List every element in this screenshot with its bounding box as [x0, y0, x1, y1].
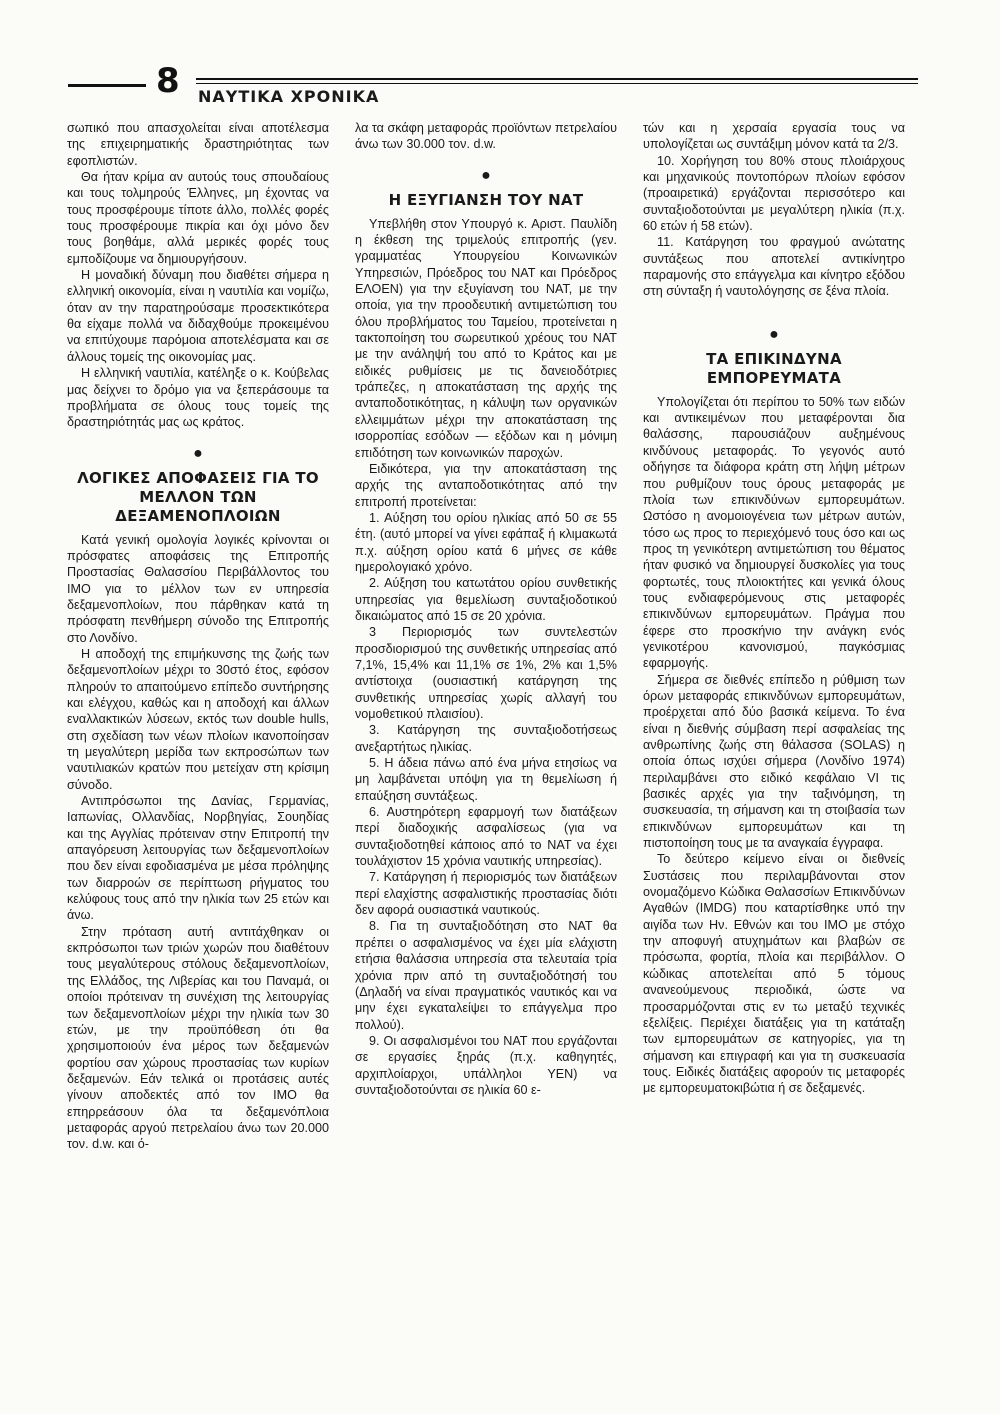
list-item: 2. Αύξηση του κατωτάτου ορίου συνθετικής υπηρεσίας για θεμελίωση συνταξιοδοτικού δικαιώματος από 15 σε 20 χρόνια. — [355, 576, 617, 623]
paragraph: Το δεύτερο κείμενο είναι οι διεθνείς Συστάσεις που περιλαμβάνονται στον ονομαζόμενο Κώδικα Θαλασσίων Επικινδύνων Αγαθών (IMDG) που καταρτίσθηκε υπό την αιγίδα των Ην. Εθνών και του ΙΜΟ με στόχο την αποφυγή ατυχημάτων και βλαβών σε πρόσωπα, φορτία, πλοία και περιβάλλον. Ο κώδικας αποτελείται από 5 τόμους ανανεούμενους περιοδικά, ώστε να προσαρμόζονται στις εν τω μεταξύ τεχνικές εξελίξεις. Περιέχει διατάξεις για τη κατάταξη των εμπορευμάτων σε κατηγορίες, για τη σήμανση και επιγραφή και για τη συσκευασία τους. Ειδικές διατάξεις αφορούν τις μεταφορές με εμπορευματοκιβώτια ή σε δεξαμενές. — [643, 852, 905, 1096]
section-heading: ΛΟΓΙΚΕΣ ΑΠΟΦΑΣΕΙΣ ΓΙΑ ΤΟ ΜΕΛΛΟΝ ΤΩΝ ΔΕΞΑΜΕΝΟΠΛΟΙΩΝ — [77, 468, 319, 525]
paragraph: Αντιπρόσωποι της Δανίας, Γερμανίας, Ιαπωνίας, Ολλανδίας, Νορβηγίας, Σουηδίας και της Αγγλίας πρότειναν στην Επιτροπή την απαγόρευση λειτουργίας των δεξαμενοπλοίων που δεν είναι εφοδιασμένα με μέσα πρόληψης των διαρροών σε περίπτωση ρήγματος του κελύφους τους από την ηλικία των 25 ετών και άνω. — [67, 794, 329, 923]
list-item: 6. Αυστηρότερη εφαρμογή των διατάξεων περί διαδοχικής ασφαλίσεως (για να συνταξιοδοτηθεί κάποιος από το ΝΑΤ να έχει τουλάχιστον 15 χρόνια ναυτικής υπηρεσίας). — [355, 805, 617, 869]
list-item: 5. Η άδεια πάνω από ένα μήνα ετησίως να μη λαμβάνεται υπόψη για τη θεμελίωση ή επαύξηση συντάξεως. — [355, 756, 617, 803]
paragraph: Κατά γενική ομολογία λογικές κρίνονται οι πρόσφατες αποφάσεις της Επιτροπής Προστασίας Θαλασσίου Περιβάλλοντος του ΙΜΟ για το μέλλον των εν υπηρεσία δεξαμενοπλοίων, που πάρθηκαν κατά τη πρόσφατη πενθήμερη σύνοδο της Επιτροπής στο Λονδίνο. — [67, 532, 329, 645]
page-number: 8 — [156, 61, 180, 101]
section-heading: Η ΕΞΥΓΙΑΝΣΗ ΤΟΥ ΝΑΤ — [388, 190, 584, 209]
paragraph: Η μοναδική δύναμη που διαθέτει σήμερα η ελληνική οικονομία, είναι η ναυτιλία και νομίζω, όταν αν την παρατηρούσαμε προσεκτικότερα θα είχαμε πολλά να διδαχθούμε προκειμένου να επιτύχουμε παρόμοια αποτελέσματα και σε άλλους τομείς της οικονομίας μας. — [67, 268, 329, 364]
header-rule-right-thin — [196, 83, 918, 84]
paragraph: Η ελληνική ναυτιλία, κατέληξε ο κ. Κούβελας μας δείχνει το δρόμο για να ξεπεράσουμε τα προβλήματα σε όλους τους τομείς της δραστηριότητάς μας ως κράτος. — [67, 366, 329, 430]
paragraph: Η αποδοχή της επιμήκυνσης της ζωής των δεξαμενοπλοίων μέχρι το 30στό έτος, εφόσον πληρούν το απαιτούμενο επίπεδο συντήρησης και ελέγχου, καθώς και η αποδοχή και άλλων εναλλακτικών λύσεων, εκτός των double hulls, στη σχεδίαση των νέων πλοίων ικανοποίησαν τη μεγαλύτερη μερίδα των εκπροσώπων των ναυτιλιακών κρατών που μετείχαν στη κρίσιμη σύνοδο. — [67, 646, 329, 792]
list-item: 7. Κατάργηση ή περιορισμός των διατάξεων περί ελαχίστης ασφαλιστικής προστασίας διότι δεν αφορά ουσιαστικά ναυτικούς. — [355, 870, 617, 918]
publication-title: ΝΑΥΤΙΚΑ ΧΡΟΝΙΚΑ — [198, 87, 380, 106]
list-item: 11. Κατάργηση του φραγμού ανώτατης συντάξεως που αποτελεί αντικίνητρο παραμονής στο επάγγελμα και κίνητρο εξόδου στη σύνταξη ή ναυτολόγησης σε ξένα πλοία. — [643, 235, 905, 299]
list-item: 3 Περιορισμός των συντελεστών προσδιορισμού της συνθετικής υπηρεσίας από 7,1%, 15,4% και 11,1% σε 1%, 2% και 1,5% αντίστοιχα (ουσιαστική κατάργηση της συνθετικής υπηρεσίας χωρίς αλλαγή του νομοθετικού πλαισίου). — [355, 625, 617, 721]
paragraph: Υπολογίζεται ότι περίπου το 50% των ειδών και αντικειμένων που μεταφέρονται δια θαλάσσης, παρουσιάζουν αυξημένους κινδύνους μεταφοράς. Το γεγονός αυτό οδήγησε τα διάφορα κράτη στη λήψη μέτρων που ρυθμίζουν τους όρους μεταφοράς με πλοία των επικινδύνων εμπορευμάτων. Ωστόσο η ανομοιογένεια των μέτρων αυτών, τόσο ως προς το περιεχόμενό τους όσο και ως προς τη γενικότερη αντιμετώπιση του θέματος ήταν φυσικό να δημιουργεί δυσκολίες για τους φορτωτές, τους πλοιοκτήτες και γενικά όλους τους ενδιαφερόμενους στις μεταφορές επικινδύνων εμπορευμάτων. Πράγμα που έφερε στο προσκήνιο την ανάγκη ενός γενικοτέρου κανονισμού, παγκόσμιας εφαρμογής. — [643, 394, 905, 671]
column-3 — [643, 120, 905, 1097]
header-rule-right — [196, 78, 918, 80]
column-1 — [67, 120, 329, 1153]
header-rule-left — [68, 84, 146, 87]
paragraph: Ειδικότερα, για την αποκατάσταση της αρχής της ανταποδοτικότητας από την επιτροπή προτείνεται: — [355, 461, 617, 509]
list-item: 10. Χορήγηση του 80% στους πλοιάρχους και μηχανικούς ποντοπόρων πλοίων εφόσον (προαιρετικά) εργάζονται περισσότερο και συνταξιοδοτούνται με μεγαλύτερη ηλικία (π.χ. 60 ετών ή 58 ετών). — [643, 153, 905, 234]
paragraph: τών και η χερσαία εργασία τους να υπολογίζεται ως συντάξιμη μόνον κατά τα 2/3. — [643, 121, 905, 152]
list-item: 1. Αύξηση του ορίου ηλικίας από 50 σε 55 έτη. (αυτό μπορεί να γίνει εφάπαξ ή κλιμακωτά π.χ. αύξηση ορίου κατά 6 μήνες σε κάθε ημερολογιακό χρόνο. — [355, 510, 617, 574]
column-2 — [355, 120, 617, 1098]
section-bullet-icon: ● — [769, 325, 779, 343]
paragraph: Σήμερα σε διεθνές επίπεδο η ρύθμιση των όρων μεταφοράς επικινδύνων εμπορευμάτων, προέρχεται από δύο βασικά κείμενα. Το ένα είναι η διεθνής σύμβαση περί ασφαλείας της ανθρωπίνης ζωής στη θάλασσα (SOLAS) η οποία όπως ισχύει σήμερα (Λονδίνο 1974) περιλαμβάνει στο ειδικό κεφάλαιο VI τις βασικές αρχές για την ταξινόμηση, τη συσκευασία, τη σήμανση και τη στοιβασία των επικινδύνων εμπορευμάτων και τη πιστοποίηση τους με τα αναγκαία έγγραφα. — [643, 672, 905, 851]
section-bullet-icon: ● — [481, 166, 491, 184]
section-heading: ΤΑ ΕΠΙΚΙΝΔΥΝΑ ΕΜΠΟΡΕΥΜΑΤΑ — [706, 349, 842, 387]
list-item: 3. Κατάργηση της συνταξιοδοτήσεως ανεξαρτήτως ηλικίας. — [355, 723, 617, 754]
list-item: 8. Για τη συνταξιοδότηση στο ΝΑΤ θα πρέπει ο ασφαλισμένος να έχει μία ελάχιστη ετήσια θαλάσσια υπηρεσία στα τελευταία τρία χρόνια πριν από τη συνταξιοδότησή του (Δηλαδή να είναι πραγματικός ναυτικός και να μην έχει εγκαταλείψει το επάγγελμα προ πολλού). — [355, 919, 617, 1032]
paragraph: Στην πρόταση αυτή αντιτάχθηκαν οι εκπρόσωποι των τριών χωρών που διαθέτουν τους μεγαλύτερους στόλους δεξαμενοπλοίων, της Ελλάδος, της Λιβερίας και του Παναμά, οι οποίοι πρότειναν τη συνέχιση της λειτουργίας των δεξαμενοπλοίων μέχρι την ηλικία των 30 ετών, με την προϋπόθεση ότι θα χρησιμοποιούν ένα μέρος των δεξαμενών φορτίου σαν χώρους προστασίας των κυρίων δεξαμενών. Εάν τελικά οι προτάσεις αυτές γίνουν αποδεκτές από τον ΙΜΟ θα επηρρεάσουν όλα τα δεξαμενόπλοια μεταφοράς αργού πετρελαίου άνω των 20.000 τον. d.w. και ό- — [67, 924, 329, 1152]
list-item: 9. Οι ασφαλισμένοι του ΝΑΤ που εργάζονται σε εργασίες ξηράς (π.χ. καθηγητές, αρχιπλοίαρχοι, υπάλληλοι ΥΕΝ) να συνταξιοδοτούνται σε ηλικία 60 ε- — [355, 1033, 617, 1097]
paragraph: Υπεβλήθη στον Υπουργό κ. Αριστ. Παυλίδη η έκθεση της τριμελούς επιτροπής (γεν. γραμματέας Υπουργείου Κοινωνικών Υπηρεσιών, Πρόεδρος του ΝΑΤ και Πρόεδρος ΕΛΟΕΝ) για την εξυγίανση του ΝΑΤ, με την οποία, για την προοδευτική αντιμετώπιση του όλου προβλήματος του Ταμείου, προτείνεται η τακτοποίηση του σωρευτικού χρέους του ΝΑΤ με την ανάληψή του από το Κράτος και με ειδικές ρυθμίσεις με τις δανειοδότριες τράπεζες, η αποκατάσταση της αρχής της ανταποδοτικότητας, η κάλυψη των οργανικών ελλειμμάτων μέχρι την αποκατάσταση της ισορροπίας εσόδων — εξόδων και η μόνιμη επιδότηση των κοινωνικών παροχών. — [355, 216, 617, 460]
paragraph: Θα ήταν κρίμα αν αυτούς τους σπουδαίους και τους τολμηρούς Έλληνες, μη έχοντας να τους προσφέρουμε τίποτε άλλο, πολλές φορές τους προσφέρουμε πικρία και όχι μόνο δεν τους βοηθάμε, αλλά μερικές φορές τους εμποδίζουμε να δημιουργήσουν. — [67, 170, 329, 266]
page-header — [68, 61, 918, 106]
section-bullet-icon: ● — [193, 444, 203, 462]
paragraph: σωπικό που απασχολείται είναι αποτέλεσμα της επιχειρηματικής δραστηριότητας των εφοπλιστών. — [67, 121, 329, 168]
paragraph: λα τα σκάφη μεταφοράς προϊόντων πετρελαίου άνω των 30.000 τον. d.w. — [355, 121, 617, 152]
